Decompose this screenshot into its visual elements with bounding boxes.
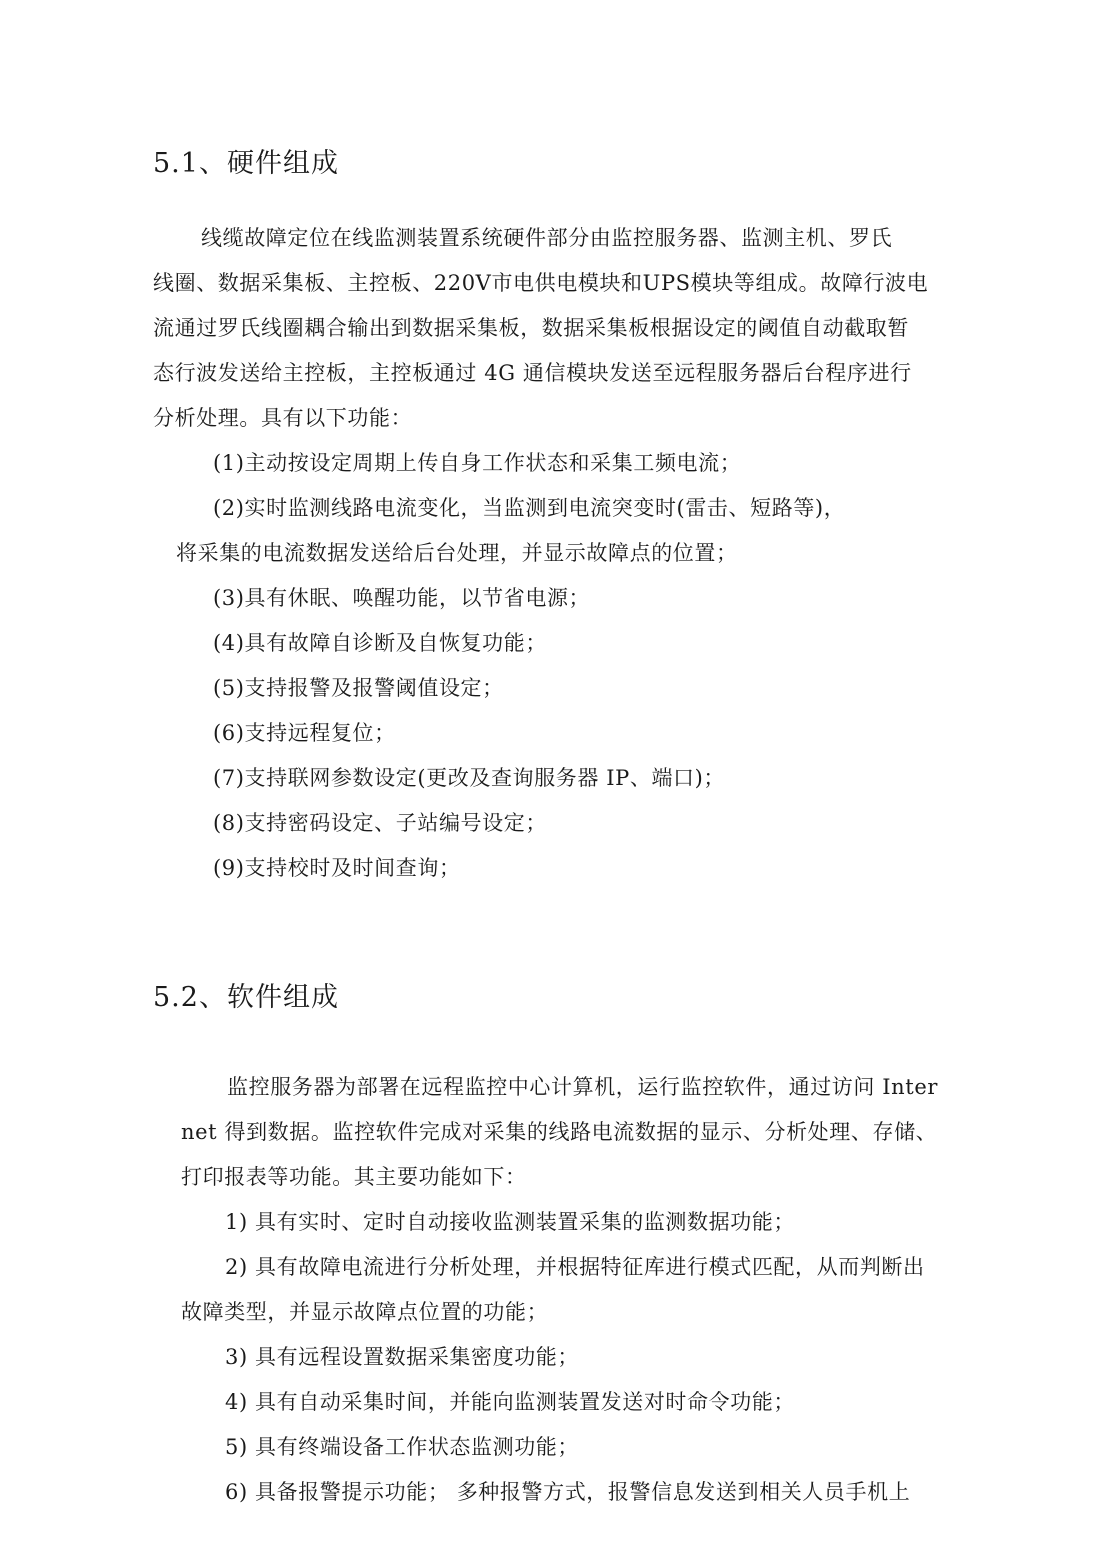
list-item: (8)支持密码设定、子站编号设定； (213, 811, 547, 835)
list-item: (4)具有故障自诊断及自恢复功能； (213, 631, 547, 655)
paragraph-line: net 得到数据。监控软件完成对采集的线路电流数据的显示、分析处理、存储、 (181, 1120, 938, 1144)
list-item: (1)主动按设定周期上传自身工作状态和采集工频电流； (213, 451, 742, 475)
hardware-function-list (176, 441, 846, 891)
list-item: 1) 具有实时、定时自动接收监测装置采集的监测数据功能； (225, 1210, 796, 1234)
list-item: 2) 具有故障电流进行分析处理，并根据特征库进行模式匹配，从而判断出 (225, 1255, 925, 1279)
section-heading-hardware: 5.1、硬件组成 (153, 148, 339, 179)
list-item-continuation: 故障类型，并显示故障点位置的功能； (181, 1300, 549, 1324)
list-item: (7)支持联网参数设定(更改及查询服务器 IP、端口)； (213, 766, 726, 790)
list-item: (5)支持报警及报警阈值设定； (213, 676, 504, 700)
paragraph-line: 态行波发送给主控板，主控板通过 4G 通信模块发送至远程服务器后台程序进行 (153, 361, 912, 385)
list-item-continuation: 将采集的电流数据发送给后台处理，并显示故障点的位置； (176, 541, 738, 565)
paragraph-line: 打印报表等功能。其主要功能如下： (181, 1165, 527, 1189)
list-item: 4) 具有自动采集时间，并能向监测装置发送对时命令功能； (225, 1390, 796, 1414)
paragraph-line: 线圈、数据采集板、主控板、220V市电供电模块和UPS模块等组成。故障行波电 (153, 271, 929, 295)
hardware-paragraph (153, 216, 953, 441)
list-item: (3)具有休眠、唤醒功能，以节省电源； (213, 586, 591, 610)
paragraph-line: 流通过罗氏线圈耦合输出到数据采集板，数据采集板根据设定的阈值自动截取暂 (153, 316, 909, 340)
list-item: (2)实时监测线路电流变化，当监测到电流突变时(雷击、短路等)， (213, 496, 846, 520)
list-item: 3) 具有远程设置数据采集密度功能； (225, 1345, 580, 1369)
list-item: (6)支持远程复位； (213, 721, 396, 745)
paragraph-line: 线缆故障定位在线监测装置系统硬件部分由监控服务器、监测主机、罗氏 (201, 226, 893, 250)
software-function-list (181, 1200, 925, 1515)
list-item: (9)支持校时及时间查询； (213, 856, 461, 880)
paragraph-line: 监控服务器为部署在远程监控中心计算机，运行监控软件，通过访问 Inter (227, 1075, 938, 1099)
list-item: 6) 具备报警提示功能； 多种报警方式，报警信息发送到相关人员手机上 (225, 1480, 911, 1504)
list-item: 5) 具有终端设备工作状态监测功能； (225, 1435, 580, 1459)
paragraph-line: 分析处理。具有以下功能： (153, 406, 413, 430)
section-heading-software: 5.2、软件组成 (153, 982, 339, 1013)
software-paragraph (181, 1065, 971, 1200)
